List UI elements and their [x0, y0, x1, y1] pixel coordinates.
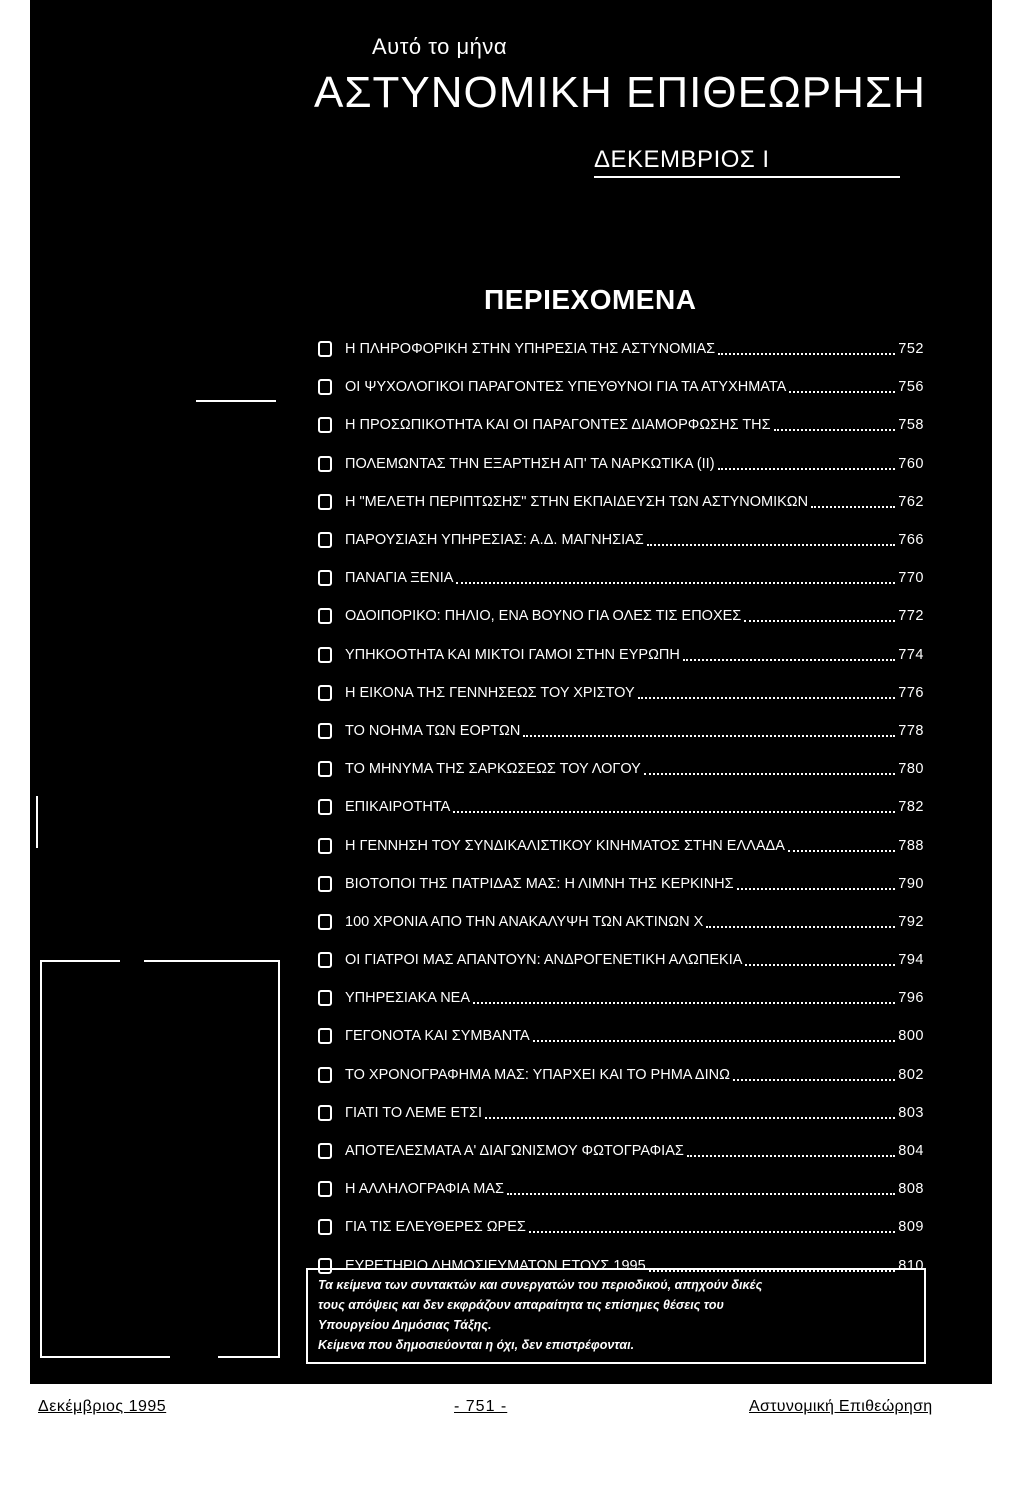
toc-entry[interactable]	[318, 483, 924, 521]
toc-entry[interactable]	[318, 941, 924, 979]
checkbox-bullet-icon	[318, 876, 332, 892]
toc-entry[interactable]	[318, 368, 924, 406]
page-number: - 751 -	[454, 1398, 508, 1415]
toc-entry[interactable]	[318, 712, 924, 750]
toc-entry[interactable]	[318, 674, 924, 712]
toc-entry-page: 790	[898, 875, 924, 892]
toc-entry-page: 760	[898, 455, 924, 472]
toc-entry-page: 803	[898, 1104, 924, 1121]
frame-gap	[170, 1354, 218, 1360]
toc-entry[interactable]	[318, 1170, 924, 1208]
toc-entry-title: ΟΙ ΓΙΑΤΡΟΙ ΜΑΣ ΑΠΑΝΤΟΥΝ: ΑΝΔΡΟΓΕΝΕΤΙΚΗ ΑΛΩΠΕΚΙΑ	[345, 952, 743, 969]
dot-leader	[737, 888, 896, 890]
toc-entry[interactable]	[318, 636, 924, 674]
toc-entry-page: 804	[898, 1143, 924, 1160]
checkbox-bullet-icon	[318, 494, 332, 510]
checkbox-bullet-icon	[318, 799, 332, 815]
toc-entry-title: Η ΓΕΝΝΗΣΗ ΤΟΥ ΣΥΝΔΙΚΑΛΙΣΤΙΚΟΥ ΚΙΝΗΜΑΤΟΣ ΣΤΗΝ ΕΛΛΑΔΑ	[345, 837, 785, 854]
disclaimer-line: Τα κείμενα των συντακτών και συνεργατών του περιοδικού, απηχούν δικές	[318, 1278, 763, 1292]
checkbox-bullet-icon	[318, 608, 332, 624]
toc-entry-title: 100 ΧΡΟΝΙΑ ΑΠΟ ΤΗΝ ΑΝΑΚΑΛΥΨΗ ΤΩΝ ΑΚΤΙΝΩΝ Χ	[345, 913, 704, 930]
checkbox-bullet-icon	[318, 1181, 332, 1197]
dot-leader	[644, 773, 895, 775]
toc-entry-page: 776	[898, 684, 924, 701]
dot-leader	[473, 1002, 895, 1004]
toc-entry-page: 762	[898, 493, 924, 510]
toc-entry-title: ΠΑΡΟΥΣΙΑΣΗ ΥΠΗΡΕΣΙΑΣ: Α.Δ. ΜΑΓΝΗΣΙΑΣ	[345, 532, 644, 549]
checkbox-bullet-icon	[318, 990, 332, 1006]
toc-entry-title: ΑΠΟΤΕΛΕΣΜΑΤΑ Α' ΔΙΑΓΩΝΙΣΜΟΥ ΦΩΤΟΓΡΑΦΙΑΣ	[345, 1143, 684, 1160]
toc-entry-page: 810	[898, 1257, 924, 1274]
contents-heading: ΠΕΡΙΕΧΟΜΕΝΑ	[484, 284, 697, 315]
toc-entry[interactable]	[318, 1056, 924, 1094]
toc-entry[interactable]	[318, 903, 924, 941]
checkbox-bullet-icon	[318, 838, 332, 854]
decorative-rule	[196, 400, 276, 402]
toc-entry-page: 809	[898, 1219, 924, 1236]
toc-entry[interactable]	[318, 750, 924, 788]
toc-entry-page: 800	[898, 1028, 924, 1045]
checkbox-bullet-icon	[318, 761, 332, 777]
toc-entry-title: ΠΑΝΑΓΙΑ ΞΕΝΙΑ	[345, 570, 454, 587]
dot-leader	[718, 353, 895, 355]
toc-entry[interactable]	[318, 979, 924, 1017]
toc-entry-title: Η "ΜΕΛΕΤΗ ΠΕΡΙΠΤΩΣΗΣ" ΣΤΗΝ ΕΚΠΑΙΔΕΥΣΗ ΤΩΝ ΑΣΤΥΝΟΜΙΚΩΝ	[345, 493, 809, 510]
dot-leader	[485, 1117, 895, 1119]
toc-entry-page: 792	[898, 913, 924, 930]
toc-entry-title: Η ΕΙΚΟΝΑ ΤΗΣ ΓΕΝΝΗΣΕΩΣ ΤΟΥ ΧΡΙΣΤΟΥ	[345, 684, 635, 701]
toc-entry-title: ΓΕΓΟΝΟΤΑ ΚΑΙ ΣΥΜΒΑΝΤΑ	[345, 1028, 530, 1045]
supertitle: Αυτό το μήνα	[372, 34, 508, 59]
dot-leader	[647, 544, 896, 546]
checkbox-bullet-icon	[318, 647, 332, 663]
toc-entry-page: 802	[898, 1066, 924, 1083]
toc-entry-title: ΥΠΗΚΟΟΤΗΤΑ ΚΑΙ ΜΙΚΤΟΙ ΓΑΜΟΙ ΣΤΗΝ ΕΥΡΩΠΗ	[345, 646, 680, 663]
toc-entry-title: ΤΟ ΧΡΟΝΟΓΡΑΦΗΜΑ ΜΑΣ: ΥΠΑΡΧΕΙ ΚΑΙ ΤΟ ΡΗΜΑ ΔΙΝΩ	[345, 1066, 730, 1083]
toc-entry[interactable]	[318, 1208, 924, 1246]
magazine-title: ΑΣΤΥΝΟΜΙΚΗ ΕΠΙΘΕΩΡΗΣΗ	[314, 68, 926, 117]
checkbox-bullet-icon	[318, 1219, 332, 1235]
toc-entry-page: 796	[898, 990, 924, 1007]
dot-leader	[718, 468, 896, 470]
toc-entry-page: 770	[898, 570, 924, 587]
toc-entry-page: 758	[898, 417, 924, 434]
toc-entry-page: 766	[898, 532, 924, 549]
toc-entry-page: 774	[898, 646, 924, 663]
toc-entry-title: ΓΙΑ ΤΙΣ ΕΛΕΥΘΕΡΕΣ ΩΡΕΣ	[345, 1219, 526, 1236]
toc-entry-title: Η ΑΛΛΗΛΟΓΡΑΦΙΑ ΜΑΣ	[345, 1181, 504, 1198]
toc-entry-title: ΓΙΑΤΙ ΤΟ ΛΕΜΕ ΕΤΣΙ	[345, 1104, 483, 1121]
toc-entry-title: ΤΟ ΜΗΝΥΜΑ ΤΗΣ ΣΑΡΚΩΣΕΩΣ ΤΟΥ ΛΟΓΟΥ	[345, 761, 641, 778]
checkbox-bullet-icon	[318, 1067, 332, 1083]
checkbox-bullet-icon	[318, 914, 332, 930]
dot-leader	[687, 1155, 895, 1157]
toc-entry-title: ΟΙ ΨΥΧΟΛΟΓΙΚΟΙ ΠΑΡΑΓΟΝΤΕΣ ΥΠΕΥΘΥΝΟΙ ΓΙΑ ΤΑ ΑΤΥΧΗΜΑΤΑ	[345, 379, 787, 396]
table-of-contents	[318, 330, 924, 1285]
toc-entry[interactable]	[318, 330, 924, 368]
dot-leader	[533, 1040, 896, 1042]
dot-leader	[456, 582, 895, 584]
toc-entry-page: 780	[898, 761, 924, 778]
toc-entry-page: 794	[898, 952, 924, 969]
toc-entry[interactable]	[318, 406, 924, 444]
toc-entry[interactable]	[318, 597, 924, 635]
toc-entry[interactable]	[318, 1017, 924, 1055]
toc-entry-page: 788	[898, 837, 924, 854]
dot-leader	[744, 620, 895, 622]
toc-entry-title: ΥΠΗΡΕΣΙΑΚΑ ΝΕΑ	[345, 990, 471, 1007]
checkbox-bullet-icon	[318, 532, 332, 548]
dot-leader	[706, 926, 895, 928]
dot-leader	[529, 1231, 895, 1233]
toc-entry-page: 778	[898, 722, 924, 739]
toc-entry-title: Η ΠΛΗΡΟΦΟΡΙΚΗ ΣΤΗΝ ΥΠΗΡΕΣΙΑ ΤΗΣ ΑΣΤΥΝΟΜΙΑΣ	[345, 341, 716, 358]
disclaimer-line: Κείμενα που δημοσιεύονται η όχι, δεν επιστρέφονται.	[318, 1338, 635, 1352]
checkbox-bullet-icon	[318, 417, 332, 433]
dot-leader	[745, 964, 895, 966]
checkbox-bullet-icon	[318, 1143, 332, 1159]
issue-label: ΔΕΚΕΜΒΡΙΟΣ Ι	[594, 146, 770, 173]
dot-leader	[638, 697, 896, 699]
toc-entry-title: ΟΔΟΙΠΟΡΙΚΟ: ΠΗΛΙΟ, ΕΝΑ ΒΟΥΝΟ ΓΙΑ ΟΛΕΣ ΤΙΣ ΕΠΟΧΕΣ	[345, 608, 742, 625]
toc-entry-title: ΤΟ ΝΟΗΜΑ ΤΩΝ ΕΟΡΤΩΝ	[345, 722, 521, 739]
dot-leader	[789, 391, 895, 393]
footer-date: Δεκέμβριος 1995	[38, 1398, 167, 1415]
frame-gap	[120, 958, 144, 962]
checkbox-bullet-icon	[318, 1105, 332, 1121]
checkbox-bullet-icon	[318, 685, 332, 701]
toc-entry-page: 752	[898, 341, 924, 358]
disclaimer-box	[306, 1268, 926, 1364]
toc-entry-title: ΠΟΛΕΜΩΝΤΑΣ ΤΗΝ ΕΞΑΡΤΗΣΗ ΑΠ' ΤΑ ΝΑΡΚΩΤΙΚΑ (ΙΙ)	[345, 455, 715, 472]
toc-entry[interactable]	[318, 1094, 924, 1132]
toc-entry-page: 756	[898, 379, 924, 396]
disclaimer-line: τους απόψεις και δεν εκφράζουν απαραίτητα τις επίσημες θέσεις του	[318, 1298, 724, 1312]
issue-underline	[594, 176, 900, 178]
dot-leader	[733, 1079, 895, 1081]
checkbox-bullet-icon	[318, 723, 332, 739]
toc-entry-title: Η ΠΡΟΣΩΠΙΚΟΤΗΤΑ ΚΑΙ ΟΙ ΠΑΡΑΓΟΝΤΕΣ ΔΙΑΜΟΡΦΩΣΗΣ ΤΗΣ	[345, 417, 771, 434]
decorative-tick	[36, 796, 38, 848]
toc-entry[interactable]	[318, 521, 924, 559]
checkbox-bullet-icon	[318, 1028, 332, 1044]
toc-entry-title: ΕΠΙΚΑΙΡΟΤΗΤΑ	[345, 799, 451, 816]
dot-leader	[453, 811, 895, 813]
checkbox-bullet-icon	[318, 379, 332, 395]
dot-leader	[774, 429, 896, 431]
toc-entry-page: 808	[898, 1181, 924, 1198]
toc-entry[interactable]	[318, 559, 924, 597]
toc-entry-title: ΒΙΟΤΟΠΟΙ ΤΗΣ ΠΑΤΡΙΔΑΣ ΜΑΣ: Η ΛΙΜΝΗ ΤΗΣ ΚΕΡΚΙΝΗΣ	[345, 875, 734, 892]
checkbox-bullet-icon	[318, 341, 332, 357]
toc-entry-page: 782	[898, 799, 924, 816]
decorative-frame	[40, 960, 280, 1358]
toc-entry-title: ΕΥΡΕΤΗΡΙΟ ΔΗΜΟΣΙΕΥΜΑΤΩΝ ΕΤΟΥΣ 1995	[345, 1257, 646, 1274]
checkbox-bullet-icon	[318, 570, 332, 586]
dot-leader	[523, 735, 895, 737]
toc-entry-page: 772	[898, 608, 924, 625]
dot-leader	[788, 850, 895, 852]
footer-publication: Αστυνομική Επιθεώρηση	[749, 1398, 933, 1415]
checkbox-bullet-icon	[318, 456, 332, 472]
toc-entry[interactable]	[318, 788, 924, 826]
toc-entry[interactable]	[318, 1132, 924, 1170]
toc-entry[interactable]	[318, 445, 924, 483]
checkbox-bullet-icon	[318, 952, 332, 968]
toc-entry[interactable]	[318, 865, 924, 903]
dot-leader	[811, 506, 895, 508]
disclaimer-line: Υπουργείου Δημόσιας Τάξης.	[318, 1318, 492, 1332]
toc-entry[interactable]	[318, 826, 924, 864]
page-footer	[0, 1398, 1024, 1438]
dot-leader	[507, 1193, 895, 1195]
dot-leader	[683, 659, 895, 661]
